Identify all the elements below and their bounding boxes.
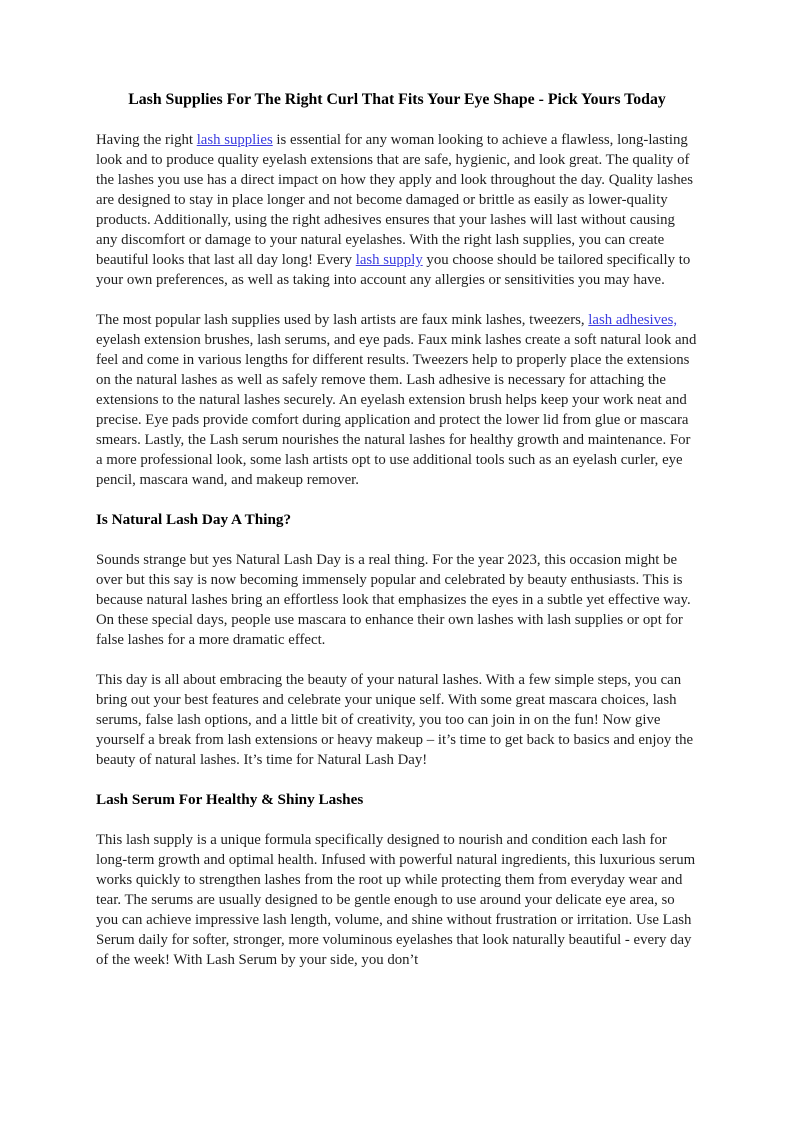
- paragraph-popular-supplies: [96, 310, 698, 490]
- section-heading-natural-lash-day: Is Natural Lash Day A Thing?: [96, 511, 292, 528]
- intro-text-1: Having the right: [96, 132, 197, 148]
- lash-supplies-link[interactable]: lash supplies: [196, 132, 273, 148]
- paragraph-natural-lash-day-2: This day is all about embracing the beauty of your natural lashes. With a few simple steps, you can bring out your best features and celebrate your unique self. With some great mascara choices, lash serums, false lash options, and a little bit of creativity, you too can join in on the fun! Now give yourself a break from lash extensions or heavy makeup – it’s time to get back to basics and enjoy the beauty of natural lashes. It’s time for Natural Lash Day!: [96, 672, 694, 768]
- intro-text-2: is essential for any woman looking to achieve a flawless, long-lasting look and to produce quality eyelash extensions that are safe, hygienic, and look great. The quality of the lashes you use has a direct impact on how they apply and look throughout the day. Quality lashes are designed to stay in place longer and not become damaged or brittle as easily as lower-quality products. Additionally, using the right adhesives ensures that your lashes will last without causing any discomfort or damage to your natural eyelashes. With the right lash supplies, you can create beautiful looks that last all day long! Every: [96, 132, 693, 268]
- section-heading-lash-serum: Lash Serum For Healthy & Shiny Lashes: [96, 791, 364, 808]
- popular-supplies-text-1: The most popular lash supplies used by lash artists are faux mink lashes, tweezers,: [96, 312, 589, 328]
- document-title: Lash Supplies For The Right Curl That Fits Your Eye Shape - Pick Yours Today: [128, 91, 666, 108]
- paragraph-intro: [96, 130, 698, 290]
- paragraph-lash-serum-1: This lash supply is a unique formula specifically designed to nourish and condition each lash for long-term growth and optimal health. Infused with powerful natural ingredients, this luxurious serum works quickly to strengthen lashes from the root up while protecting them from everyday wear and tear. The serums are usually designed to be gentle enough to use around your delicate eye area, so you can achieve impressive lash length, volume, and shine without frustration or irritation. Use Lash Serum daily for softer, stronger, more voluminous eyelashes that look naturally beautiful - every day of the week! With Lash Serum by your side, you don’t: [96, 832, 696, 968]
- lash-adhesives-link[interactable]: lash adhesives,: [588, 312, 678, 328]
- paragraph-natural-lash-day-1: Sounds strange but yes Natural Lash Day is a real thing. For the year 2023, this occasion might be over but this say is now becoming immensely popular and celebrated by beauty enthusiasts. This is because natural lashes bring an effortless look that emphasizes the eyes in a subtle yet effective way. On these special days, people use mascara to enhance their own lashes with lash supplies or opt for false lashes for a more dramatic effect.: [96, 552, 691, 648]
- intro-text-3: you choose should be tailored specifically to your own preferences, as well as taking into account any allergies or sensitivities you may have.: [96, 252, 691, 288]
- lash-supply-link[interactable]: lash supply: [355, 252, 423, 268]
- popular-supplies-text-2: eyelash extension brushes, lash serums, and eye pads. Faux mink lashes create a soft natural look and feel and come in various lengths for different results. Tweezers help to properly place the extensions on the natural lashes as well as safely remove them. Lash adhesive is necessary for attaching the extensions to the natural lashes securely. An eyelash extension brush helps keep your work neat and precise. Eye pads provide comfort during application and protect the lower lid from glue or mascara smears. Lastly, the Lash serum nourishes the natural lashes for healthy growth and maintenance. For a more professional look, some lash artists opt to use additional tools such as an eyelash curler, eye pencil, mascara wand, and makeup remover.: [96, 332, 697, 488]
